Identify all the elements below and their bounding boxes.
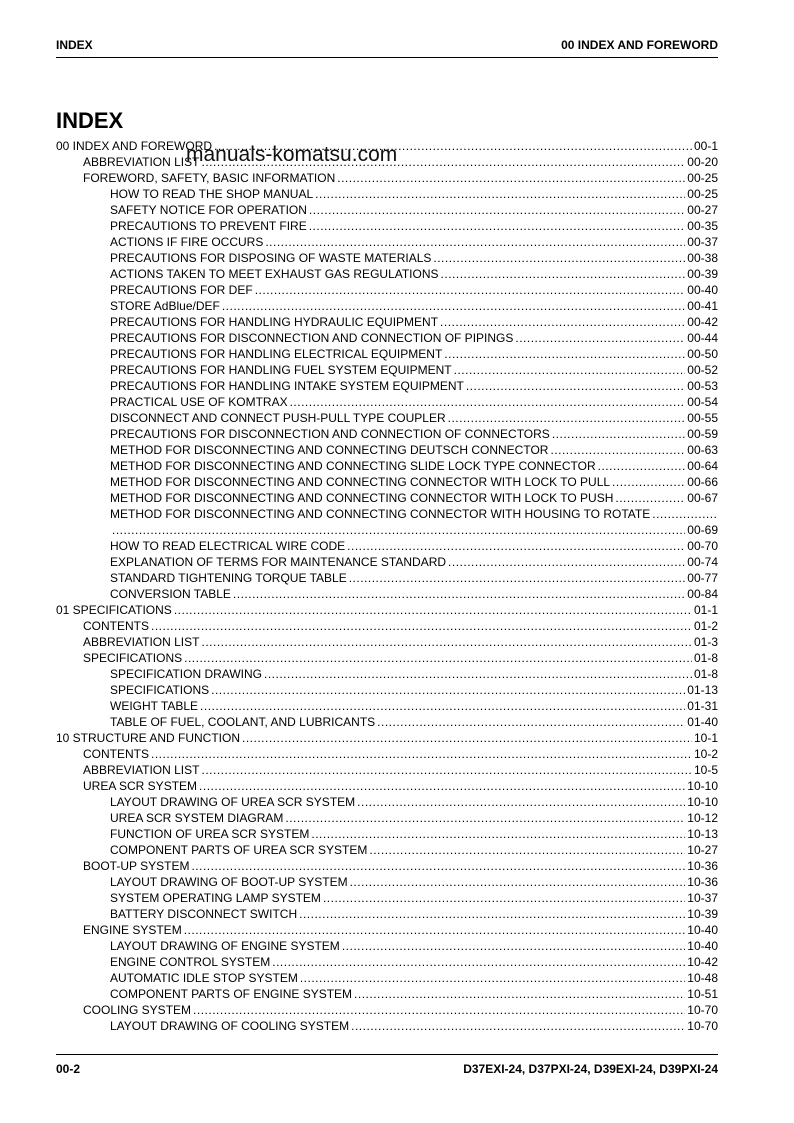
toc-entry-title: LAYOUT DRAWING OF BOOT-UP SYSTEM [110, 875, 348, 889]
toc-entry-page: 10-37 [687, 891, 718, 905]
toc-entry-page: 00-37 [687, 235, 718, 249]
toc-entry[interactable] [56, 234, 718, 250]
toc-entry[interactable] [56, 890, 718, 906]
toc-entry[interactable] [56, 490, 718, 506]
toc-entry[interactable] [56, 682, 718, 698]
toc-leader-dots [444, 346, 685, 362]
toc-leader-dots [351, 1018, 685, 1034]
toc-leader-dots [200, 698, 685, 714]
toc-entry-title: COMPONENT PARTS OF ENGINE SYSTEM [110, 987, 353, 1001]
toc-entry-page: 10-2 [693, 747, 718, 761]
toc-leader-dots [377, 714, 685, 730]
toc-entry-page: 10-10 [687, 795, 718, 809]
model-numbers: D37EXI-24, D37PXI-24, D39EXI-24, D39PXI-24 [463, 1062, 718, 1076]
toc-entry-title: CONVERSION TABLE [110, 587, 231, 601]
toc-entry-title: METHOD FOR DISCONNECTING AND CONNECTING SLIDE LOCK TYPE CONNECTOR [110, 459, 596, 473]
toc-entry-title: SYSTEM OPERATING LAMP SYSTEM [110, 891, 321, 905]
toc-entry-page: 10-5 [693, 763, 718, 777]
toc-leader-dots [309, 202, 685, 218]
toc-entry-page: 10-12 [687, 811, 718, 825]
toc-leader-dots [222, 298, 685, 314]
toc-entry[interactable] [56, 1002, 718, 1018]
toc-leader-dots [347, 538, 685, 554]
toc-leader-dots [193, 1002, 685, 1018]
toc-leader-dots [151, 618, 692, 634]
toc-leader-dots [448, 554, 685, 570]
toc-leader-dots [184, 922, 686, 938]
toc-leader-dots [151, 746, 692, 762]
toc-leader-dots [354, 986, 685, 1002]
page-title: INDEX [56, 108, 124, 133]
toc-leader-dots [441, 266, 686, 282]
toc-entry-page: 01-8 [693, 667, 718, 681]
toc-leader-dots [201, 634, 691, 650]
toc-entry-title: TABLE OF FUEL, COOLANT, AND LUBRICANTS [110, 715, 376, 729]
toc-entry[interactable] [56, 858, 718, 874]
toc-leader-dots [315, 186, 685, 202]
toc-entry[interactable] [56, 362, 718, 378]
toc-leader-dots [265, 234, 685, 250]
toc-entry-page: 10-51 [687, 987, 718, 1001]
toc-leader-dots [323, 890, 685, 906]
toc-entry-title: SPECIFICATION DRAWING [110, 667, 263, 681]
toc-leader-dots [174, 602, 692, 618]
toc-entry-page: 10-48 [687, 971, 718, 985]
toc-entry-title: AUTOMATIC IDLE STOP SYSTEM [110, 971, 298, 985]
toc-leader-dots [598, 458, 686, 474]
toc-leader-dots [255, 282, 686, 298]
toc-entry[interactable] [56, 922, 718, 938]
toc-entry-title: WEIGHT TABLE [110, 699, 199, 713]
toc-entry-title: EXPLANATION OF TERMS FOR MAINTENANCE STANDARD [110, 555, 447, 569]
toc-leader-dots [191, 858, 685, 874]
toc-entry[interactable] [56, 314, 718, 330]
toc-entry[interactable] [56, 810, 718, 826]
toc-entry-title: PRACTICAL USE OF KOMTRAX [110, 395, 288, 409]
toc-entry[interactable] [56, 714, 718, 730]
toc-entry-title: BATTERY DISCONNECT SWITCH [110, 907, 298, 921]
toc-entry[interactable] [56, 250, 718, 266]
toc-entry-page: 00-53 [687, 379, 718, 393]
header-chapter-title: 00 INDEX AND FOREWORD [561, 38, 718, 52]
toc-entry-page: 01-2 [693, 619, 718, 633]
toc-entry-title: PRECAUTIONS FOR DISPOSING OF WASTE MATERIALS [110, 251, 432, 265]
toc-entry-page: 00-25 [687, 187, 718, 201]
watermark-text: manuals-komatsu.com [186, 143, 398, 166]
page-header [56, 38, 718, 54]
toc-leader-dots [615, 490, 685, 506]
toc-leader-dots [515, 330, 685, 346]
toc-entry[interactable] [56, 378, 718, 394]
toc-entry-title: METHOD FOR DISCONNECTING AND CONNECTING CONNECTOR WITH LOCK TO PUSH [110, 491, 614, 505]
toc-leader-dots [184, 650, 692, 666]
toc-leader-dots [357, 794, 685, 810]
toc-entry-title: HOW TO READ ELECTRICAL WIRE CODE [110, 539, 346, 553]
toc-entry-title: METHOD FOR DISCONNECTING AND CONNECTING DEUTSCH CONNECTOR [110, 443, 549, 457]
toc-entry[interactable] [56, 554, 718, 570]
toc-entry-title: DISCONNECT AND CONNECT PUSH-PULL TYPE COUPLER [110, 411, 446, 425]
toc-entry-title: PRECAUTIONS FOR HANDLING ELECTRICAL EQUIPMENT [110, 347, 443, 361]
toc-leader-dots [299, 906, 685, 922]
toc-entry[interactable] [56, 666, 718, 682]
toc-entry-title: ACTIONS IF FIRE OCCURS [110, 235, 264, 249]
toc-entry-title: LAYOUT DRAWING OF ENGINE SYSTEM [110, 939, 340, 953]
toc-entry-title: PRECAUTIONS FOR DISCONNECTION AND CONNECTION OF PIPINGS [110, 331, 514, 345]
toc-entry-title: PRECAUTIONS FOR HANDLING INTAKE SYSTEM EQUIPMENT [110, 379, 464, 393]
toc-entry[interactable] [56, 954, 718, 970]
toc-entry-title: BOOT-UP SYSTEM [83, 859, 190, 873]
toc-entry-title: HOW TO READ THE SHOP MANUAL [110, 187, 314, 201]
toc-entry-page: 00-52 [687, 363, 718, 377]
page-number: 00-2 [56, 1062, 81, 1076]
toc-entry-continuation [56, 522, 718, 538]
toc-entry[interactable] [56, 458, 718, 474]
toc-entry-page: 00-41 [687, 299, 718, 313]
toc-entry[interactable] [56, 186, 718, 202]
toc-entry[interactable] [56, 650, 718, 666]
toc-entry-title: PRECAUTIONS FOR DEF [110, 283, 253, 297]
toc-leader-dots [612, 474, 685, 490]
toc-entry-page: 00-66 [687, 475, 718, 489]
toc-entry-title: STANDARD TIGHTENING TORQUE TABLE [110, 571, 347, 585]
toc-leader-dots [337, 170, 685, 186]
toc-leader-dots [199, 778, 685, 794]
toc-entry-page: 00-69 [687, 523, 718, 537]
toc-entry[interactable] [56, 618, 718, 634]
toc-leader-dots [350, 874, 686, 890]
footer-divider [56, 1054, 718, 1055]
toc-leader-dots [264, 666, 692, 682]
toc-leader-dots [466, 378, 685, 394]
toc-entry-title: SPECIFICATIONS [83, 651, 183, 665]
toc-entry-page: 00-63 [687, 443, 718, 457]
toc-entry-title: UREA SCR SYSTEM DIAGRAM [110, 811, 284, 825]
toc-entry-title: METHOD FOR DISCONNECTING AND CONNECTING CONNECTOR WITH LOCK TO PULL [110, 475, 611, 489]
toc-leader-dots [369, 842, 685, 858]
toc-entry[interactable] [56, 202, 718, 218]
toc-entry-title: COMPONENT PARTS OF UREA SCR SYSTEM [110, 843, 368, 857]
toc-entry-title: SPECIFICATIONS [110, 683, 210, 697]
toc-entry-page: 00-20 [687, 155, 718, 169]
toc-entry-title: ENGINE CONTROL SYSTEM [110, 955, 271, 969]
toc-entry-page: 00-27 [687, 203, 718, 217]
toc-entry[interactable] [56, 346, 718, 362]
toc-entry-page: 10-40 [687, 939, 718, 953]
toc-entry-page: 00-1 [693, 139, 718, 153]
toc-entry[interactable] [56, 170, 718, 186]
toc-entry-title: 00 INDEX AND FOREWORD [56, 139, 213, 153]
toc-entry-title: ACTIONS TAKEN TO MEET EXHAUST GAS REGULATIONS [110, 267, 439, 281]
toc-entry-page: 01-40 [687, 715, 718, 729]
toc-entry-page: 10-27 [687, 843, 718, 857]
toc-leader-dots [112, 522, 685, 538]
toc-entry-page: 00-35 [687, 219, 718, 233]
toc-entry-page: 00-54 [687, 395, 718, 409]
toc-entry[interactable] [56, 602, 718, 618]
toc-leader-dots [448, 410, 686, 426]
toc-entry-title: UREA SCR SYSTEM [83, 779, 198, 793]
toc-entry-page: 00-39 [687, 267, 718, 281]
toc-entry-page: 10-39 [687, 907, 718, 921]
toc-entry-title: LAYOUT DRAWING OF UREA SCR SYSTEM [110, 795, 356, 809]
toc-entry-page: 00-55 [687, 411, 718, 425]
toc-entry-page: 10-36 [687, 859, 718, 873]
header-section-label: INDEX [56, 38, 93, 52]
toc-entry-title: ABBREVIATION LIST [83, 155, 200, 169]
toc-entry-page: 00-38 [687, 251, 718, 265]
toc-entry[interactable] [56, 794, 718, 810]
toc-entry[interactable] [56, 330, 718, 346]
toc-leader-dots [272, 954, 685, 970]
toc-entry-page: 00-74 [687, 555, 718, 569]
toc-entry[interactable] [56, 410, 718, 426]
toc-leader-dots [233, 586, 685, 602]
toc-entry-title: PRECAUTIONS FOR DISCONNECTION AND CONNECTION OF CONNECTORS [110, 427, 550, 441]
toc-leader-dots [349, 570, 686, 586]
toc-entry-page: 01-1 [693, 603, 718, 617]
toc-entry-page: 00-64 [687, 459, 718, 473]
toc-leader-dots [440, 314, 685, 330]
toc-leader-dots [342, 938, 685, 954]
toc-leader-dots [433, 250, 685, 266]
toc-entry-page: 01-13 [687, 683, 718, 697]
toc-entry-title: ENGINE SYSTEM [83, 923, 182, 937]
toc-entry-page: 00-40 [687, 283, 718, 297]
toc-entry-page: 00-67 [687, 491, 718, 505]
toc-entry[interactable] [56, 698, 718, 714]
toc-entry-title: FOREWORD, SAFETY, BASIC INFORMATION [83, 171, 336, 185]
toc-leader-dots [290, 394, 686, 410]
toc-leader-dots [652, 506, 716, 522]
table-of-contents [56, 138, 718, 1034]
toc-entry-title: PRECAUTIONS TO PREVENT FIRE [110, 219, 307, 233]
toc-leader-dots [285, 810, 685, 826]
toc-entry-title: CONTENTS [83, 747, 149, 761]
toc-entry-title: LAYOUT DRAWING OF COOLING SYSTEM [110, 1019, 350, 1033]
toc-entry-page: 10-70 [687, 1003, 718, 1017]
toc-leader-dots [550, 442, 685, 458]
toc-entry-page: 10-70 [687, 1019, 718, 1033]
toc-entry[interactable] [56, 266, 718, 282]
toc-entry-page: 00-70 [687, 539, 718, 553]
toc-entry-page: 00-50 [687, 347, 718, 361]
toc-entry-page: 01-31 [687, 699, 718, 713]
toc-entry-title: CONTENTS [83, 619, 149, 633]
toc-entry[interactable] [56, 634, 718, 650]
toc-entry-page: 10-40 [687, 923, 718, 937]
toc-entry-title: COOLING SYSTEM [83, 1003, 192, 1017]
toc-entry-page: 00-42 [687, 315, 718, 329]
toc-entry-page: 10-13 [687, 827, 718, 841]
toc-entry[interactable] [56, 298, 718, 314]
toc-entry-page: 01-8 [693, 651, 718, 665]
toc-entry-title: METHOD FOR DISCONNECTING AND CONNECTING CONNECTOR WITH HOUSING TO ROTATE [110, 507, 651, 521]
toc-entry-title: SAFETY NOTICE FOR OPERATION [110, 203, 307, 217]
toc-leader-dots [201, 762, 691, 778]
toc-entry[interactable] [56, 218, 718, 234]
toc-leader-dots [300, 970, 685, 986]
toc-entry-page: 01-3 [693, 635, 718, 649]
toc-entry[interactable] [56, 570, 718, 586]
toc-entry[interactable] [56, 442, 718, 458]
toc-entry[interactable] [56, 586, 718, 602]
toc-entry[interactable] [56, 282, 718, 298]
toc-leader-dots [242, 730, 692, 746]
toc-entry[interactable] [56, 506, 718, 522]
toc-entry[interactable] [56, 474, 718, 490]
toc-entry[interactable] [56, 778, 718, 794]
toc-entry[interactable] [56, 394, 718, 410]
toc-entry[interactable] [56, 986, 718, 1002]
toc-entry[interactable] [56, 970, 718, 986]
toc-leader-dots [309, 218, 686, 234]
toc-entry-page: 00-59 [687, 427, 718, 441]
toc-leader-dots [552, 426, 685, 442]
toc-entry-page: 10-36 [687, 875, 718, 889]
toc-entry-page: 10-42 [687, 955, 718, 969]
toc-leader-dots [311, 826, 685, 842]
toc-entry[interactable] [56, 874, 718, 890]
toc-entry[interactable] [56, 826, 718, 842]
toc-leader-dots [211, 682, 685, 698]
header-divider [56, 57, 718, 58]
toc-entry[interactable] [56, 906, 718, 922]
toc-entry-title: PRECAUTIONS FOR HANDLING HYDRAULIC EQUIPMENT [110, 315, 439, 329]
toc-entry[interactable] [56, 1018, 718, 1034]
toc-entry-title: STORE AdBlue/DEF [110, 299, 220, 313]
toc-entry-page: 00-77 [687, 571, 718, 585]
toc-entry-page: 10-1 [693, 731, 718, 745]
toc-entry[interactable] [56, 842, 718, 858]
toc-entry-title: PRECAUTIONS FOR HANDLING FUEL SYSTEM EQUIPMENT [110, 363, 452, 377]
toc-entry-title: FUNCTION OF UREA SCR SYSTEM [110, 827, 310, 841]
toc-entry-page: 00-84 [687, 587, 718, 601]
toc-entry[interactable] [56, 746, 718, 762]
toc-entry-title: ABBREVIATION LIST [83, 763, 200, 777]
toc-entry[interactable] [56, 730, 718, 746]
toc-entry[interactable] [56, 538, 718, 554]
toc-entry-page: 10-10 [687, 779, 718, 793]
toc-entry-title: ABBREVIATION LIST [83, 635, 200, 649]
toc-entry[interactable] [56, 762, 718, 778]
page-footer [56, 1062, 718, 1078]
toc-entry[interactable] [56, 938, 718, 954]
toc-entry[interactable] [56, 426, 718, 442]
toc-entry-page: 00-44 [687, 331, 718, 345]
toc-leader-dots [454, 362, 686, 378]
toc-entry-title: 01 SPECIFICATIONS [56, 603, 172, 617]
toc-entry-title: 10 STRUCTURE AND FUNCTION [56, 731, 241, 745]
toc-entry-page: 00-25 [687, 171, 718, 185]
